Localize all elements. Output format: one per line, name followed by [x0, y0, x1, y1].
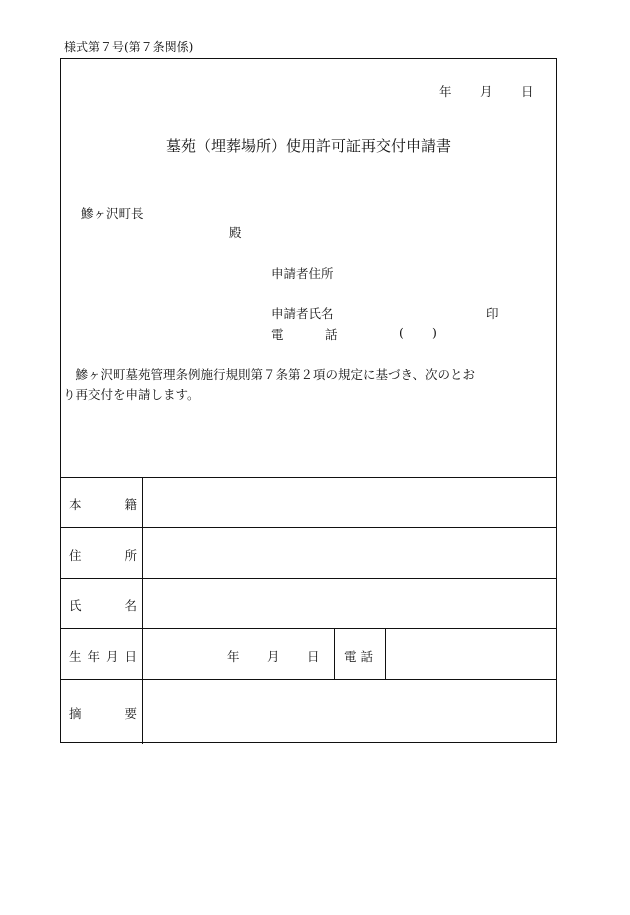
name-label: 氏 名 [69, 598, 137, 613]
addressee-name: 鰺ヶ沢町長 [81, 206, 144, 221]
application-statement-line-2: り再交付を申請します。 [63, 387, 200, 402]
application-form [60, 58, 557, 743]
document-title: 墓苑（埋葬場所）使用許可証再交付申請書 [165, 137, 451, 155]
date-day-label: 日 [521, 84, 534, 99]
applicant-phone-label-1: 電 [271, 327, 284, 342]
birth-day-label: 日 [307, 649, 320, 664]
honseki-field[interactable] [145, 480, 553, 525]
honseki-label: 本 籍 [69, 497, 137, 512]
row-divider [61, 527, 556, 528]
phone-paren-close: ) [432, 325, 437, 340]
phone-field[interactable] [388, 631, 553, 677]
birthdate-label: 生 年 月 日 [69, 649, 137, 664]
application-statement-line-1: 鰺ヶ沢町墓苑管理条例施行規則第７条第２項の規定に基づき、次のとお [63, 367, 476, 382]
row-divider [61, 578, 556, 579]
address-field[interactable] [145, 530, 553, 576]
phone-paren-open: ( [399, 325, 404, 340]
applicant-phone-label-2: 話 [325, 327, 338, 342]
phone-value-divider [385, 628, 386, 679]
remarks-field[interactable] [145, 682, 553, 740]
application-statement [61, 365, 533, 405]
addressee-honorific: 殿 [229, 225, 242, 240]
row-divider [61, 679, 556, 680]
table-top-line [61, 477, 556, 478]
date-year-label: 年 [439, 84, 452, 99]
phone-column-divider [334, 628, 335, 679]
address-label: 住 所 [69, 548, 137, 563]
birth-month-label: 月 [267, 649, 280, 664]
table-phone-label: 電 話 [344, 649, 373, 664]
row-divider [61, 628, 556, 629]
name-field[interactable] [145, 581, 553, 626]
applicant-address-label: 申請者住所 [271, 266, 334, 281]
applicant-name-label: 申請者氏名 [271, 306, 334, 321]
date-month-label: 月 [480, 84, 493, 99]
remarks-label: 摘 要 [69, 706, 137, 721]
label-column-divider [142, 477, 143, 744]
seal-mark: 印 [486, 306, 499, 321]
form-number: 様式第７号(第７条関係) [64, 40, 194, 54]
birth-year-label: 年 [227, 649, 240, 664]
birthdate-field[interactable] [145, 631, 332, 677]
